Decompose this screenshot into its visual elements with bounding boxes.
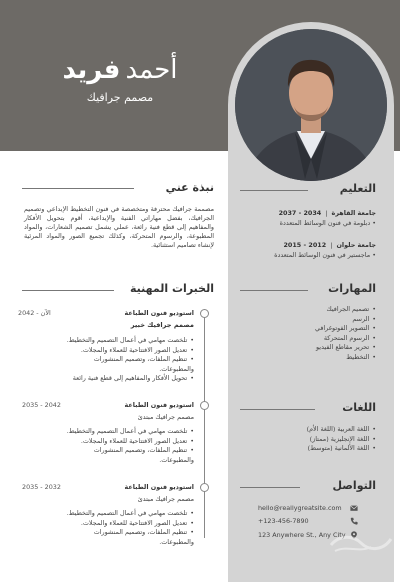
experience-item-3-company: استوديو فنون الطباعة [124,483,194,491]
skill-item: • التصوير الفوتوغرافي [250,324,376,334]
education-title: التعليم [339,182,376,195]
education-item-2-degree-text: ماجستير في فنون الوسائط المتعددة [274,251,371,259]
experience-rule [22,290,114,291]
about-title: نبذة عني [165,181,214,194]
experience-item-2-role: مصمم جرافيك مبتدئ [137,413,194,421]
contact-phone[interactable]: +123-456-7890 [258,517,309,525]
profile-photo [235,29,387,181]
skill-item: • تحرير مقاطع الفيديو [250,343,376,353]
experience-bullet: • تنظيم الملفات، وتصميم المنشورات والمطبوعات. [60,446,194,465]
education-item-1-header: جامعة القاهرة | 2034 - 2037 [278,209,376,217]
experience-bullet: • تنظيم الملفات، وتصميم المنشورات والمطبوعات. [60,528,194,547]
experience-item-3-role: مصمم جرافيك مبتدئ [137,495,194,503]
experience-bullet: • تعديل الصور الافتتاحية للعملاء والمجلات. [60,437,194,447]
education-item-2-dates: 2012 - 2015 [283,241,327,249]
language-item: • اللغة العربية (اللغة الأم) [250,425,376,435]
experience-bullet: • تحويل الأفكار والمفاهيم إلى قطع فنية رائعة [60,374,194,384]
education-item-2-school: جامعة حلوان [336,241,376,249]
phone-icon [350,517,358,525]
contact-rule [240,487,300,488]
education-item-2-degree: • ماجستير في فنون الوسائط المتعددة [274,251,376,259]
skills-rule [240,290,308,291]
education-item-1-degree-text: دبلومة في فنون الوسائط المتعددة [279,219,371,227]
first-name: أحمد [125,55,178,85]
languages-title: اللغات [342,401,376,414]
languages-list [250,425,376,454]
email-icon [350,504,358,512]
timeline-dot [200,309,209,318]
experience-item-2-bullets [60,427,194,465]
skill-item: • التخطيط [250,353,376,363]
experience-bullet: • تعديل الصور الافتتاحية للعملاء والمجلات. [60,346,194,356]
experience-timeline [204,312,205,538]
experience-bullet: • تنظيم الملفات، وتصميم المنشورات والمطبوعات. [60,355,194,374]
language-item: • اللغة الألمانية (متوسط) [250,444,376,454]
language-item: • اللغة الإنجليزية (ممتاز) [250,435,376,445]
experience-item-1-dates: 2042 - الآن [18,309,51,317]
last-name: فريد [62,55,121,85]
experience-bullet: • تلخصت مهامي في أعمال التصميم والتخطيط. [60,427,194,437]
skill-item: • الرسم [250,315,376,325]
education-item-1-school: جامعة القاهرة [331,209,376,217]
full-name [20,55,220,85]
education-item-1-degree: • دبلومة في فنون الوسائط المتعددة [279,219,376,227]
skills-title: المهارات [328,282,376,295]
experience-item-1-role: مصمم جرافيك خبير [130,321,194,329]
experience-item-1-company: استوديو فنون الطباعة [124,309,194,317]
education-item-2-header: جامعة حلوان | 2012 - 2015 [283,241,376,249]
experience-item-2-dates: 2035 - 2042 [22,401,61,409]
experience-bullet: • تعديل الصور الافتتاحية للعملاء والمجلات. [60,519,194,529]
experience-title: الخبرات المهنية [129,282,214,295]
skill-item: • الرسوم المتحركة [250,334,376,344]
experience-item-3-dates: 2035 - 2032 [22,483,61,491]
contact-title: التواصل [332,479,376,492]
skill-item: • تصميم الجرافيك [250,305,376,315]
about-text: مصممة جرافيك محترفة ومتخصصة في فنون التخطيط الإبداعي وتصميم الجرافيك، بفضل مهاراتي الفنية والإبداعية، أقوم بتحويل الأفكار والمفاهيم إلى قطع فنية رائعة، عملي يشمل تصميم الشعارات، والمواد المطبوعة، والرسوم المتحركة، وكذلك تجميع الصور والمواد المرئية لإنشاء تصاميم استثنائية. [24,205,214,249]
contact-email[interactable]: hello@reallygreatsite.com [258,504,342,512]
timeline-dot [200,401,209,410]
job-title: مصمم جرافيك [86,91,154,104]
timeline-dot [200,483,209,492]
contact-phone-row [258,517,358,525]
portrait-image [235,29,387,181]
experience-bullet: • تلخصت مهامي في أعمال التصميم والتخطيط. [60,336,194,346]
languages-rule [240,409,315,410]
contact-email-row [258,504,358,512]
skills-list [250,305,376,362]
about-rule [22,188,134,189]
experience-bullet: • تلخصت مهامي في أعمال التصميم والتخطيط. [60,509,194,519]
watermark-logo [325,527,397,557]
education-rule [240,190,308,191]
contact-address: 123 Anywhere St., Any City [258,531,346,539]
experience-item-1-bullets [60,336,194,384]
experience-item-2-company: استوديو فنون الطباعة [124,401,194,409]
education-item-1-dates: 2034 - 2037 [278,209,322,217]
experience-item-3-bullets [60,509,194,547]
